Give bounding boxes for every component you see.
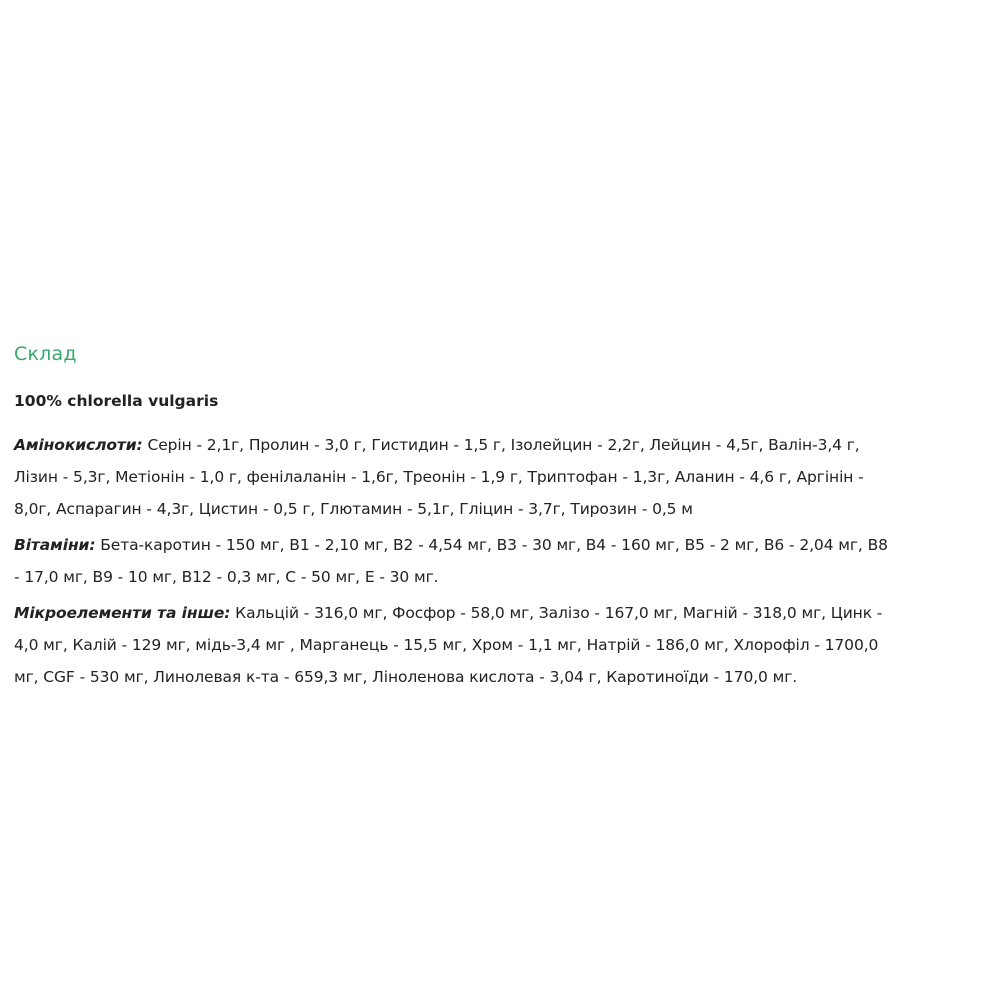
microelements-label: Мікроелементи та інше: bbox=[14, 604, 231, 622]
microelements-line-1 bbox=[14, 597, 989, 629]
microelements-line-3: мг, CGF - 530 мг, Линолевая к-та - 659,3 мг, Ліноленова кислота - 3,04 г, Каротиноїди - 170,0 мг. bbox=[14, 668, 798, 686]
amino-acids-line-3: 8,0г, Аспарагин - 4,3г, Цистин - 0,5 г, Глютамин - 5,1г, Гліцин - 3,7г, Тирозин - 0,5 м bbox=[14, 500, 693, 518]
vitamins-line-2: - 17,0 мг, В9 - 10 мг, В12 - 0,3 мг, С - 50 мг, Е - 30 мг. bbox=[14, 568, 439, 586]
amino-acids-paragraph bbox=[14, 429, 989, 525]
vitamins-paragraph bbox=[14, 529, 989, 593]
vitamins-text-1: Бета-каротин - 150 мг, В1 - 2,10 мг, В2 - 4,54 мг, В3 - 30 мг, В4 - 160 мг, В5 - 2 мг, В6 - 2,04 мг, В8 bbox=[95, 536, 888, 554]
amino-acids-text-1: Серін - 2,1г, Пролин - 3,0 г, Гистидин - 1,5 г, Ізолейцин - 2,2г, Лейцин - 4,5г, Валін-3,4 г, bbox=[142, 436, 860, 454]
composition-heading: Склад bbox=[14, 343, 77, 365]
composition-section bbox=[14, 336, 989, 697]
microelements-line-2: 4,0 мг, Калій - 129 мг, мідь-3,4 мг , Марганець - 15,5 мг, Хром - 1,1 мг, Натрій - 186,0 мг, Хлорофіл - 1700,0 bbox=[14, 636, 879, 654]
microelements-paragraph bbox=[14, 597, 989, 693]
microelements-text-1: Кальцій - 316,0 мг, Фосфор - 58,0 мг, Залізо - 167,0 мг, Магній - 318,0 мг, Цинк - bbox=[230, 604, 883, 622]
amino-acids-line-1 bbox=[14, 429, 989, 461]
vitamins-label: Вітаміни: bbox=[14, 536, 96, 554]
product-composition: 100% chlorella vulgaris bbox=[14, 392, 219, 410]
amino-acids-label: Амінокислоти: bbox=[14, 436, 143, 454]
amino-acids-line-2: Лізин - 5,3г, Метіонін - 1,0 г, фенілаланін - 1,6г, Треонін - 1,9 г, Триптофан - 1,3г, Аланин - 4,6 г, Аргінін - bbox=[14, 468, 864, 486]
vitamins-line-1 bbox=[14, 529, 989, 561]
